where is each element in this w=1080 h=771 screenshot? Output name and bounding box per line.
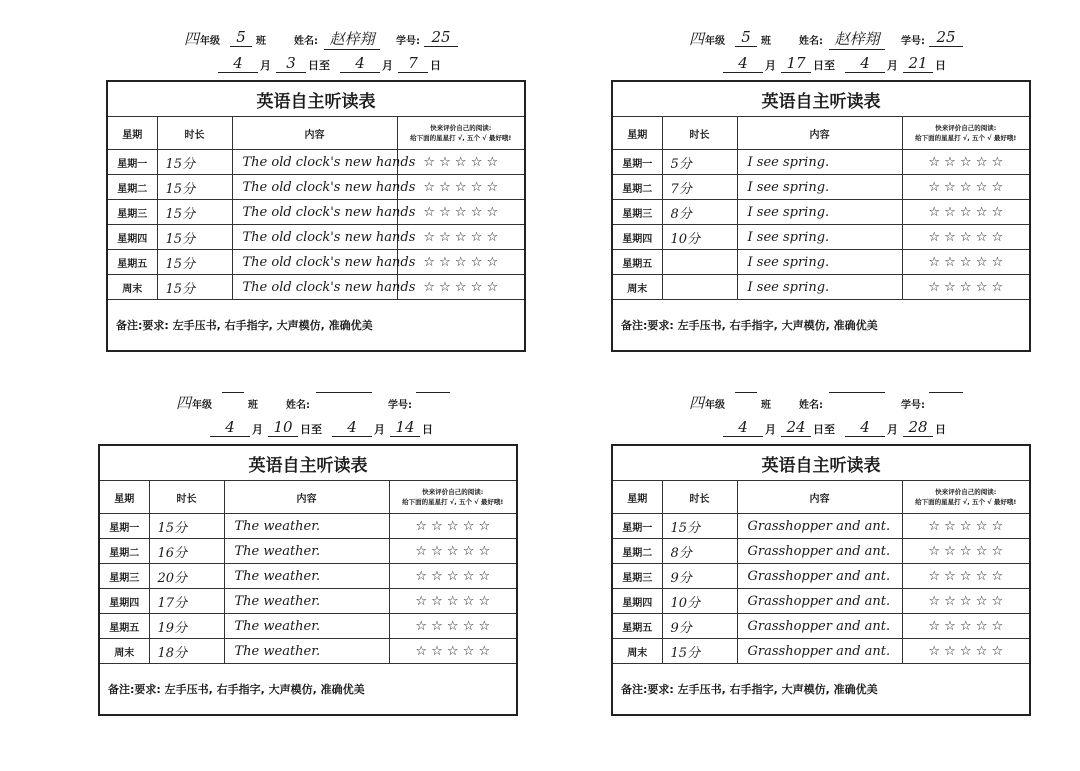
note-text: 要求: 左手压书, 右手指字, 大声模仿, 准确优美 bbox=[647, 319, 878, 332]
star-rating-cell[interactable]: ☆ ☆ ☆ ☆ ☆ bbox=[902, 175, 1030, 200]
day-cell: 星期三 bbox=[612, 200, 662, 225]
note-text: 要求: 左手压书, 右手指字, 大声模仿, 准确优美 bbox=[142, 319, 373, 332]
col-header-day: 星期 bbox=[107, 117, 157, 150]
day-cell: 星期四 bbox=[612, 589, 662, 614]
col-header-self-eval bbox=[902, 481, 1030, 514]
note-label: 备注: bbox=[621, 319, 648, 332]
table-row bbox=[612, 150, 1030, 175]
class-label: 班 bbox=[248, 400, 258, 411]
day-end-label: 日 bbox=[430, 59, 441, 72]
day-cell: 周末 bbox=[99, 639, 149, 664]
duration-cell[interactable]: 15分 bbox=[157, 150, 232, 175]
duration-cell[interactable]: 10分 bbox=[662, 225, 737, 250]
table-row bbox=[99, 639, 517, 664]
star-rating-cell[interactable]: ☆ ☆ ☆ ☆ ☆ bbox=[397, 200, 525, 225]
to-month: 4 bbox=[332, 418, 372, 437]
content-cell[interactable]: The weather. bbox=[224, 564, 389, 589]
duration-cell[interactable]: 20分 bbox=[149, 564, 224, 589]
day-cell: 星期三 bbox=[612, 564, 662, 589]
from-month: 4 bbox=[723, 418, 763, 437]
note-label: 备注: bbox=[116, 319, 143, 332]
content-cell[interactable]: Grasshopper and ant. bbox=[737, 639, 902, 664]
content-cell[interactable]: Grasshopper and ant. bbox=[737, 614, 902, 639]
reading-log-table bbox=[611, 444, 1031, 716]
from-month: 4 bbox=[218, 54, 258, 73]
grade-label: 年级 bbox=[192, 400, 212, 411]
duration-cell[interactable]: 9分 bbox=[662, 564, 737, 589]
reading-log-table bbox=[611, 80, 1031, 352]
content-cell[interactable]: The old clock's new hands bbox=[232, 225, 397, 250]
content-cell[interactable]: I see spring. bbox=[737, 250, 902, 275]
content-cell[interactable]: The weather. bbox=[224, 614, 389, 639]
table-body bbox=[107, 150, 525, 300]
self-eval-line1: 快来评价自己的阅读: bbox=[430, 124, 492, 132]
reading-log-table bbox=[98, 444, 518, 716]
to-month: 4 bbox=[845, 54, 885, 73]
col-header-content: 内容 bbox=[737, 481, 902, 514]
content-cell[interactable]: The old clock's new hands bbox=[232, 250, 397, 275]
day-cell: 星期五 bbox=[612, 614, 662, 639]
table-body bbox=[612, 150, 1030, 300]
star-rating-cell[interactable]: ☆ ☆ ☆ ☆ ☆ bbox=[397, 275, 525, 300]
duration-cell[interactable]: 15分 bbox=[157, 275, 232, 300]
content-cell[interactable]: The old clock's new hands bbox=[232, 200, 397, 225]
table-row bbox=[107, 150, 525, 175]
self-eval-line2: 给下面的星星打 √, 五个 √ 最好哦! bbox=[915, 134, 1017, 142]
day-from-label: 日至 bbox=[308, 59, 330, 72]
day-cell: 星期一 bbox=[612, 514, 662, 539]
self-eval-line2: 给下面的星星打 √, 五个 √ 最好哦! bbox=[915, 498, 1017, 506]
col-header-duration: 时长 bbox=[157, 117, 232, 150]
student-id-value: 25 bbox=[929, 28, 963, 47]
col-header-content: 内容 bbox=[232, 117, 397, 150]
date-range-line bbox=[611, 54, 1031, 76]
star-rating-cell[interactable]: ☆ ☆ ☆ ☆ ☆ bbox=[902, 564, 1030, 589]
note-row bbox=[99, 664, 517, 716]
class-label: 班 bbox=[761, 36, 771, 47]
student-id-value bbox=[929, 392, 963, 393]
to-day: 14 bbox=[390, 418, 420, 437]
table-row bbox=[612, 175, 1030, 200]
star-rating-cell[interactable]: ☆ ☆ ☆ ☆ ☆ bbox=[389, 539, 517, 564]
note-row bbox=[612, 300, 1030, 352]
col-header-day: 星期 bbox=[612, 117, 662, 150]
star-rating-cell[interactable]: ☆ ☆ ☆ ☆ ☆ bbox=[397, 225, 525, 250]
self-eval-line1: 快来评价自己的阅读: bbox=[935, 488, 997, 496]
content-cell[interactable]: The weather. bbox=[224, 514, 389, 539]
day-cell: 星期一 bbox=[107, 150, 157, 175]
table-row bbox=[612, 614, 1030, 639]
duration-cell[interactable] bbox=[662, 250, 737, 275]
student-info-line bbox=[611, 392, 1031, 414]
duration-cell[interactable]: 15分 bbox=[157, 250, 232, 275]
content-cell[interactable]: The weather. bbox=[224, 589, 389, 614]
table-row bbox=[107, 200, 525, 225]
self-eval-line2: 给下面的星星打 √, 五个 √ 最好哦! bbox=[410, 134, 512, 142]
col-header-day: 星期 bbox=[99, 481, 149, 514]
name-value bbox=[829, 392, 885, 393]
name-label: 姓名: bbox=[799, 400, 823, 411]
name-label: 姓名: bbox=[799, 36, 823, 47]
from-day: 10 bbox=[268, 418, 298, 437]
table-row bbox=[612, 275, 1030, 300]
note-label: 备注: bbox=[621, 683, 648, 696]
day-cell: 星期一 bbox=[99, 514, 149, 539]
grade-value: 四 bbox=[176, 394, 192, 412]
month-label: 月 bbox=[887, 59, 898, 72]
content-cell[interactable]: Grasshopper and ant. bbox=[737, 514, 902, 539]
duration-cell[interactable]: 15分 bbox=[157, 175, 232, 200]
content-cell[interactable]: I see spring. bbox=[737, 150, 902, 175]
duration-cell[interactable]: 15分 bbox=[149, 514, 224, 539]
month-label: 月 bbox=[765, 423, 776, 436]
month-label: 月 bbox=[765, 59, 776, 72]
self-eval-line1: 快来评价自己的阅读: bbox=[935, 124, 997, 132]
star-rating-cell[interactable]: ☆ ☆ ☆ ☆ ☆ bbox=[389, 589, 517, 614]
day-cell: 星期二 bbox=[107, 175, 157, 200]
star-rating-cell[interactable]: ☆ ☆ ☆ ☆ ☆ bbox=[397, 175, 525, 200]
name-label: 姓名: bbox=[294, 36, 318, 47]
duration-cell[interactable]: 9分 bbox=[662, 614, 737, 639]
note-row bbox=[107, 300, 525, 352]
col-header-self-eval bbox=[902, 117, 1030, 150]
table-row bbox=[612, 225, 1030, 250]
self-eval-line2: 给下面的星星打 √, 五个 √ 最好哦! bbox=[402, 498, 504, 506]
day-cell: 周末 bbox=[107, 275, 157, 300]
month-label: 月 bbox=[252, 423, 263, 436]
content-cell[interactable]: Grasshopper and ant. bbox=[737, 539, 902, 564]
table-row bbox=[612, 639, 1030, 664]
to-month: 4 bbox=[845, 418, 885, 437]
col-header-duration: 时长 bbox=[149, 481, 224, 514]
grade-label: 年级 bbox=[705, 400, 725, 411]
grade-label: 年级 bbox=[705, 36, 725, 47]
name-label: 姓名: bbox=[286, 400, 310, 411]
day-cell: 星期一 bbox=[612, 150, 662, 175]
duration-cell[interactable]: 19分 bbox=[149, 614, 224, 639]
duration-cell[interactable]: 7分 bbox=[662, 175, 737, 200]
table-row bbox=[107, 225, 525, 250]
day-cell: 星期五 bbox=[99, 614, 149, 639]
table-body bbox=[612, 514, 1030, 664]
star-rating-cell[interactable]: ☆ ☆ ☆ ☆ ☆ bbox=[902, 539, 1030, 564]
duration-cell[interactable]: 10分 bbox=[662, 589, 737, 614]
student-info-line bbox=[98, 392, 518, 414]
star-rating-cell[interactable]: ☆ ☆ ☆ ☆ ☆ bbox=[397, 250, 525, 275]
duration-cell[interactable]: 8分 bbox=[662, 200, 737, 225]
student-info-line bbox=[611, 28, 1031, 50]
content-cell[interactable]: I see spring. bbox=[737, 275, 902, 300]
table-title: 英语自主听读表 bbox=[107, 81, 525, 117]
day-cell: 星期二 bbox=[612, 539, 662, 564]
content-cell[interactable]: The old clock's new hands bbox=[232, 175, 397, 200]
month-label: 月 bbox=[260, 59, 271, 72]
table-row bbox=[612, 200, 1030, 225]
content-cell[interactable]: I see spring. bbox=[737, 200, 902, 225]
grade-value: 四 bbox=[689, 30, 705, 48]
duration-cell[interactable] bbox=[662, 275, 737, 300]
day-end-label: 日 bbox=[935, 59, 946, 72]
duration-cell[interactable]: 15分 bbox=[157, 225, 232, 250]
table-row bbox=[612, 514, 1030, 539]
content-cell[interactable]: Grasshopper and ant. bbox=[737, 589, 902, 614]
day-end-label: 日 bbox=[935, 423, 946, 436]
col-header-self-eval bbox=[389, 481, 517, 514]
to-day: 21 bbox=[903, 54, 933, 73]
day-from-label: 日至 bbox=[813, 423, 835, 436]
note-row bbox=[612, 664, 1030, 716]
date-range-line bbox=[611, 418, 1031, 440]
content-cell[interactable]: Grasshopper and ant. bbox=[737, 564, 902, 589]
class-value bbox=[735, 392, 757, 393]
student-id-label: 学号: bbox=[901, 36, 925, 47]
star-rating-cell[interactable]: ☆ ☆ ☆ ☆ ☆ bbox=[389, 614, 517, 639]
day-cell: 星期三 bbox=[107, 200, 157, 225]
content-cell[interactable]: The old clock's new hands bbox=[232, 275, 397, 300]
duration-cell[interactable]: 17分 bbox=[149, 589, 224, 614]
from-month: 4 bbox=[723, 54, 763, 73]
table-title: 英语自主听读表 bbox=[612, 81, 1030, 117]
day-cell: 星期五 bbox=[107, 250, 157, 275]
star-rating-cell[interactable]: ☆ ☆ ☆ ☆ ☆ bbox=[902, 200, 1030, 225]
star-rating-cell[interactable]: ☆ ☆ ☆ ☆ ☆ bbox=[389, 639, 517, 664]
star-rating-cell[interactable]: ☆ ☆ ☆ ☆ ☆ bbox=[902, 150, 1030, 175]
duration-cell[interactable]: 15分 bbox=[157, 200, 232, 225]
content-cell[interactable]: I see spring. bbox=[737, 175, 902, 200]
table-title: 英语自主听读表 bbox=[99, 445, 517, 481]
col-header-duration: 时长 bbox=[662, 481, 737, 514]
star-rating-cell[interactable]: ☆ ☆ ☆ ☆ ☆ bbox=[397, 150, 525, 175]
table-row bbox=[99, 564, 517, 589]
col-header-self-eval bbox=[397, 117, 525, 150]
content-cell[interactable]: The weather. bbox=[224, 539, 389, 564]
class-value: 5 bbox=[230, 28, 252, 47]
date-range-line bbox=[106, 54, 526, 76]
from-day: 3 bbox=[276, 54, 306, 73]
table-row bbox=[612, 539, 1030, 564]
day-cell: 周末 bbox=[612, 275, 662, 300]
student-id-label: 学号: bbox=[901, 400, 925, 411]
name-value bbox=[316, 392, 372, 393]
table-row bbox=[99, 614, 517, 639]
note-text: 要求: 左手压书, 右手指字, 大声模仿, 准确优美 bbox=[134, 683, 365, 696]
day-cell: 星期二 bbox=[99, 539, 149, 564]
col-header-content: 内容 bbox=[737, 117, 902, 150]
to-day: 28 bbox=[903, 418, 933, 437]
class-label: 班 bbox=[256, 36, 266, 47]
class-label: 班 bbox=[761, 400, 771, 411]
day-cell: 星期四 bbox=[99, 589, 149, 614]
table-row bbox=[99, 514, 517, 539]
day-cell: 星期二 bbox=[612, 175, 662, 200]
day-from-label: 日至 bbox=[813, 59, 835, 72]
content-cell[interactable]: I see spring. bbox=[737, 225, 902, 250]
student-id-value: 25 bbox=[424, 28, 458, 47]
month-label: 月 bbox=[382, 59, 393, 72]
reading-log-table bbox=[106, 80, 526, 352]
table-row bbox=[612, 250, 1030, 275]
day-from-label: 日至 bbox=[300, 423, 322, 436]
table-row bbox=[107, 175, 525, 200]
duration-cell[interactable]: 15分 bbox=[662, 514, 737, 539]
table-row bbox=[99, 539, 517, 564]
col-header-duration: 时长 bbox=[662, 117, 737, 150]
class-value: 5 bbox=[735, 28, 757, 47]
from-day: 17 bbox=[781, 54, 811, 73]
star-rating-cell[interactable]: ☆ ☆ ☆ ☆ ☆ bbox=[902, 639, 1030, 664]
duration-cell[interactable]: 5分 bbox=[662, 150, 737, 175]
table-row bbox=[99, 589, 517, 614]
table-body bbox=[99, 514, 517, 664]
day-end-label: 日 bbox=[422, 423, 433, 436]
from-day: 24 bbox=[781, 418, 811, 437]
note-label: 备注: bbox=[108, 683, 135, 696]
day-cell: 星期四 bbox=[612, 225, 662, 250]
table-row bbox=[612, 589, 1030, 614]
content-cell[interactable]: The weather. bbox=[224, 639, 389, 664]
table-title: 英语自主听读表 bbox=[612, 445, 1030, 481]
content-cell[interactable]: The old clock's new hands bbox=[232, 150, 397, 175]
star-rating-cell[interactable]: ☆ ☆ ☆ ☆ ☆ bbox=[902, 250, 1030, 275]
to-month: 4 bbox=[340, 54, 380, 73]
grade-value: 四 bbox=[689, 394, 705, 412]
day-cell: 星期五 bbox=[612, 250, 662, 275]
duration-cell[interactable]: 15分 bbox=[662, 639, 737, 664]
duration-cell[interactable]: 18分 bbox=[149, 639, 224, 664]
col-header-day: 星期 bbox=[612, 481, 662, 514]
table-row bbox=[107, 275, 525, 300]
student-id-label: 学号: bbox=[396, 36, 420, 47]
day-cell: 星期三 bbox=[99, 564, 149, 589]
to-day: 7 bbox=[398, 54, 428, 73]
date-range-line bbox=[98, 418, 518, 440]
student-id-value bbox=[416, 392, 450, 393]
day-cell: 周末 bbox=[612, 639, 662, 664]
student-id-label: 学号: bbox=[388, 400, 412, 411]
grade-label: 年级 bbox=[200, 36, 220, 47]
star-rating-cell[interactable]: ☆ ☆ ☆ ☆ ☆ bbox=[902, 275, 1030, 300]
star-rating-cell[interactable]: ☆ ☆ ☆ ☆ ☆ bbox=[902, 225, 1030, 250]
star-rating-cell[interactable]: ☆ ☆ ☆ ☆ ☆ bbox=[389, 514, 517, 539]
name-value: 赵梓翔 bbox=[324, 28, 380, 50]
star-rating-cell[interactable]: ☆ ☆ ☆ ☆ ☆ bbox=[902, 514, 1030, 539]
class-value bbox=[222, 392, 244, 393]
duration-cell[interactable]: 16分 bbox=[149, 539, 224, 564]
table-row bbox=[107, 250, 525, 275]
month-label: 月 bbox=[887, 423, 898, 436]
star-rating-cell[interactable]: ☆ ☆ ☆ ☆ ☆ bbox=[902, 614, 1030, 639]
from-month: 4 bbox=[210, 418, 250, 437]
grade-value: 四 bbox=[184, 30, 200, 48]
student-info-line bbox=[106, 28, 526, 50]
self-eval-line1: 快来评价自己的阅读: bbox=[422, 488, 484, 496]
note-text: 要求: 左手压书, 右手指字, 大声模仿, 准确优美 bbox=[647, 683, 878, 696]
col-header-content: 内容 bbox=[224, 481, 389, 514]
month-label: 月 bbox=[374, 423, 385, 436]
star-rating-cell[interactable]: ☆ ☆ ☆ ☆ ☆ bbox=[389, 564, 517, 589]
star-rating-cell[interactable]: ☆ ☆ ☆ ☆ ☆ bbox=[902, 589, 1030, 614]
table-row bbox=[612, 564, 1030, 589]
name-value: 赵梓翔 bbox=[829, 28, 885, 50]
duration-cell[interactable]: 8分 bbox=[662, 539, 737, 564]
day-cell: 星期四 bbox=[107, 225, 157, 250]
